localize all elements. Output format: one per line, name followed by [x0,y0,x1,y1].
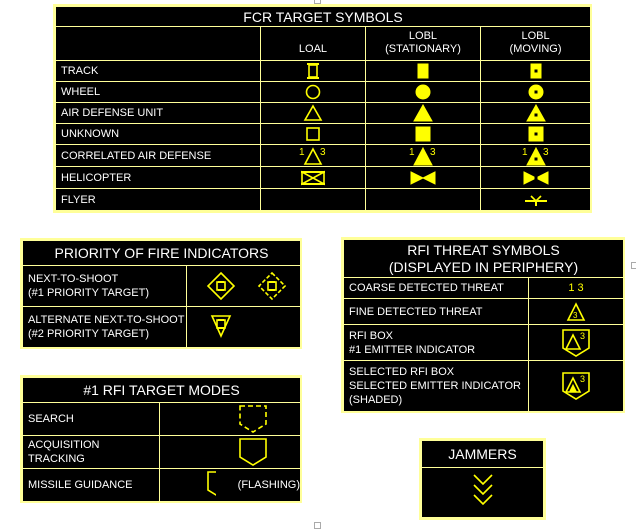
threat-title-line1: RFI THREAT SYMBOLS [407,241,560,258]
helicopter-loal-icon [298,169,328,187]
column-lobl-stationary [366,27,481,61]
mode-acquisition-symbol [160,436,301,469]
fcr-title: FCR TARGET SYMBOLS [56,7,591,27]
corr-moving-icon [520,146,552,166]
corr-loal-num-right: 3 [320,146,326,158]
corr-moving-num-right: 3 [542,146,549,158]
column-lobl-moving-line1: LOBL [521,30,550,42]
fine-threat-label: FINE DETECTED THREAT [344,299,529,325]
alternate-next-to-shoot-icon [194,311,294,343]
corr-moving-num-left: 1 [521,146,528,158]
row-label-flyer: FLYER [56,189,261,211]
threat-title [344,240,624,278]
column-lobl-moving [481,27,591,61]
wheel-stationary-icon [413,83,433,101]
row-label-wheel: WHEEL [56,82,261,103]
next-to-shoot-label [23,266,187,307]
selected-rfi-box-line2: SELECTED EMITTER INDICATOR [349,380,521,392]
corr-stationary-icon [407,146,439,166]
rfi-threat-table [343,239,624,412]
jammers-table [421,440,544,518]
rfi-target-modes-panel [22,377,300,501]
selected-rfi-box-line3: (SHADED) [349,394,403,406]
coarse-threat-value: 1 3 [529,278,624,299]
track-loal [261,61,366,82]
jammers-panel [421,440,544,518]
track-moving-icon [526,62,546,80]
wheel-loal-icon [303,83,323,101]
row-label-track: TRACK [56,61,261,82]
adu-loal [261,103,366,124]
heli-loal [261,167,366,189]
alternate-next-to-shoot-label [23,307,187,348]
column-lobl-moving-line2: (MOVING) [509,43,562,55]
row-label-air-defense-unit: AIR DEFENSE UNIT [56,103,261,124]
heli-lobl-stationary [366,167,481,189]
rfi-box-icon [560,328,592,358]
priority-of-fire-panel [22,240,300,347]
adu-stationary-icon [412,104,434,122]
missile-guidance-icon [205,470,216,500]
next-to-shoot-diamond-icon [208,273,234,299]
unknown-stationary-icon [413,125,433,143]
fcr-target-symbols-panel [55,6,590,211]
helicopter-moving-icon [521,169,551,187]
adu-lobl-stationary [366,103,481,124]
next-to-shoot-icons [194,270,294,302]
row-label-correlated-air-defense: CORRELATED AIR DEFENSE [56,145,261,167]
flashing-note: (FLASHING) [237,479,300,491]
rfi-box-label [344,325,529,361]
wheel-lobl-stationary [366,82,481,103]
mode-missile-label: MISSILE GUIDANCE [23,469,160,502]
fcr-header-blank [56,27,261,61]
corr-stationary-num-right: 3 [430,146,436,158]
corr-loal [261,145,366,167]
modes-title: #1 RFI TARGET MODES [23,378,301,403]
flyer-loal [261,189,366,211]
corr-lobl-moving [481,145,591,167]
rfi-threat-symbols-panel [343,239,623,411]
jammers-symbol [422,468,544,518]
selected-rfi-box-label [344,361,529,412]
next-to-shoot-symbols [187,266,301,307]
selected-rfi-box-symbol [529,361,624,412]
jammers-title: JAMMERS [422,441,544,468]
track-lobl-stationary [366,61,481,82]
corr-stationary-num-left: 1 [409,146,415,158]
corr-loal-num-left: 1 [299,146,305,158]
page-corner-bottom [314,522,321,529]
rfi-box-symbol [529,325,624,361]
rfi-box-line1: RFI BOX [349,329,394,342]
rfi-box-line2: #1 EMITTER INDICATOR [349,343,476,356]
page-corner-right [631,262,636,269]
wheel-lobl-moving [481,82,591,103]
unknown-lobl-moving [481,124,591,145]
next-to-shoot-line2: (#1 PRIORITY TARGET) [28,287,150,299]
rfi-target-modes-table [22,377,301,502]
fine-threat-symbol [529,299,624,325]
flyer-lobl-moving [481,189,591,211]
fcr-symbols-table [55,6,591,211]
flyer-lobl-stationary [366,189,481,211]
adu-loal-icon [302,104,324,122]
heli-lobl-moving [481,167,591,189]
unknown-moving-icon [526,125,546,143]
next-to-shoot-line1: NEXT-TO-SHOOT [28,273,119,285]
fine-threat-icon [561,301,591,323]
mode-missile-symbol [160,469,301,502]
fine-threat-num: 3 [573,310,578,320]
mode-search-symbol [160,403,301,436]
priority-title: PRIORITY OF FIRE INDICATORS [23,241,301,266]
corr-loal-icon [297,146,329,166]
next-to-shoot-diamond-moving-icon [259,273,285,299]
mode-search-label: SEARCH [23,403,160,436]
priority-of-fire-table [22,240,301,348]
page-corner-top [314,0,321,4]
selected-rfi-box-num: 3 [580,374,586,384]
column-lobl-stationary-line2: (STATIONARY) [385,43,461,55]
helicopter-stationary-icon [408,169,438,187]
jammer-chevrons-icon [471,471,495,515]
row-label-unknown: UNKNOWN [56,124,261,145]
adu-lobl-moving [481,103,591,124]
wheel-moving-icon [526,83,546,101]
acquisition-mode-icon [237,437,269,467]
search-mode-icon [237,404,269,434]
track-lobl-moving [481,61,591,82]
alternate-next-to-shoot-symbol [187,307,301,348]
rfi-box-num: 3 [580,330,586,341]
mode-acquisition-label: ACQUISITION TRACKING [23,436,160,469]
column-loal: LOAL [261,27,366,61]
adu-moving-icon [525,104,547,122]
track-loal-icon [303,62,323,80]
selected-rfi-box-icon [560,371,592,401]
row-label-helicopter: HELICOPTER [56,167,261,189]
selected-rfi-box-line1: SELECTED RFI BOX [349,366,455,378]
unknown-loal [261,124,366,145]
threat-title-line2: (DISPLAYED IN PERIPHERY) [388,258,579,275]
unknown-lobl-stationary [366,124,481,145]
flyer-moving-icon [521,192,551,208]
alternate-next-to-shoot-line2: (#2 PRIORITY TARGET) [28,328,150,340]
wheel-loal [261,82,366,103]
unknown-loal-icon [303,125,323,143]
track-stationary-icon [413,62,433,80]
corr-lobl-stationary [366,145,481,167]
alternate-next-to-shoot-line1: ALTERNATE NEXT-TO-SHOOT [28,314,185,326]
coarse-threat-label: COARSE DETECTED THREAT [344,278,529,299]
column-lobl-stationary-line1: LOBL [408,30,438,42]
